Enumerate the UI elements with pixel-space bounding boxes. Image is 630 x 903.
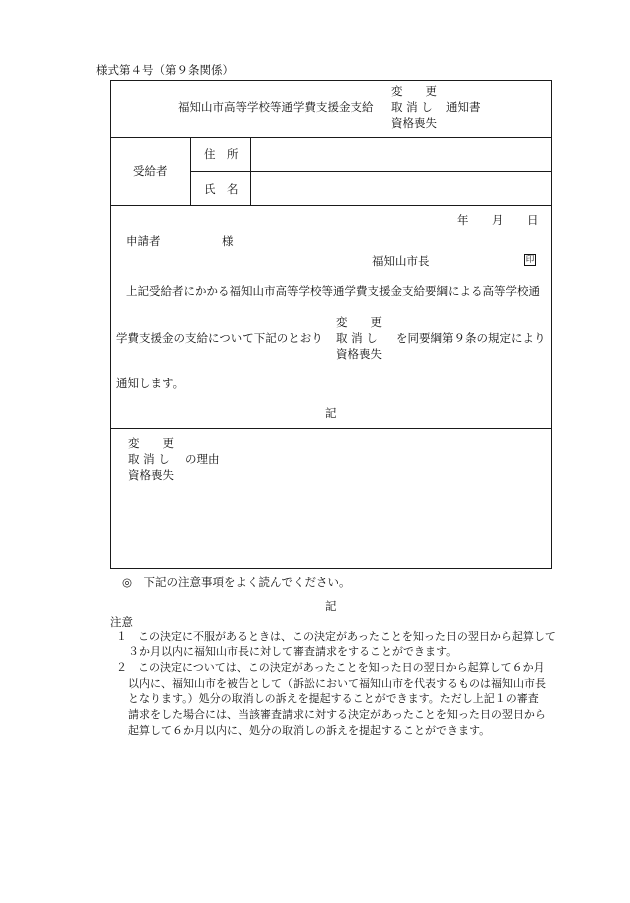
recipient-label-cell: [110, 137, 191, 206]
name-value-cell: [250, 171, 552, 206]
name-label: 氏 名: [204, 182, 239, 196]
notice-body-line-2-prefix: 学費支援金の支給について下記のとおり: [116, 331, 323, 345]
notice-option-cancel: 取 消 し: [336, 331, 378, 345]
note-item-line: 請求をした場合には、当該審査請求に対する決定があったことを知った日の翌日から: [128, 708, 546, 721]
reason-suffix: の理由: [185, 452, 220, 466]
notice-option-disqualify: 資格喪失: [336, 347, 382, 361]
address-value-cell: [250, 137, 552, 172]
reason-option-disqualify: 資格喪失: [128, 468, 174, 482]
title-cell: [110, 80, 552, 138]
date-day: 日: [527, 213, 539, 227]
note-item-number: ２: [116, 661, 127, 674]
reason-option-cancel: 取 消 し: [128, 452, 170, 466]
date-month: 月: [492, 213, 504, 227]
recipient-label: 受給者: [133, 164, 168, 178]
notice-body-line-1: 上記受給者にかかる福知山市高等学校等通学費支援金支給要綱による高等学校通: [126, 284, 540, 298]
notes-heading: 注意: [110, 615, 133, 629]
name-label-cell: [190, 171, 251, 206]
seal-mark: 印: [525, 255, 535, 265]
notice-ki-heading: 記: [325, 406, 337, 420]
reason-option-change: 変 更: [128, 436, 174, 450]
instructions-ki-heading: 記: [325, 599, 337, 613]
notice-body-cell: [110, 205, 552, 429]
reason-cell: [110, 428, 552, 569]
note-item-line: この決定に不服があるときは、この決定があったことを知った日の翌日から起算して: [138, 630, 556, 643]
note-item-line: 以内に、福知山市を被告として（訴訟において福知山市を代表するものは福知山市長: [128, 677, 546, 690]
address-label: 住 所: [204, 147, 239, 161]
note-item-number: １: [116, 630, 127, 643]
date-year: 年: [457, 213, 469, 227]
title-option-cancel: 取 消 し: [391, 100, 433, 114]
title-suffix: 通知書: [446, 100, 481, 114]
address-label-cell: [190, 137, 251, 172]
title-option-change: 変 更: [391, 84, 437, 98]
notice-body-line-2-suffix: を同要綱第９条の規定により: [396, 331, 546, 345]
note-item-line: となります。）処分の取消しの訴えを提起することができます。ただし上記１の審査: [128, 692, 539, 705]
note-item-line: ３か月以内に福知山市長に対して審査請求をすることができます。: [128, 645, 458, 658]
form-number: 様式第４号（第９条関係）: [96, 63, 234, 77]
notice-option-change: 変 更: [336, 315, 382, 329]
note-item-line: 起算して６か月以内に、処分の取消しの訴えを提起することができます。: [128, 724, 491, 737]
issuer-name: 福知山市長: [372, 254, 430, 268]
applicant-label: 申請者: [126, 234, 161, 248]
applicant-honorific: 様: [222, 234, 234, 248]
title-option-disqualify: 資格喪失: [391, 116, 437, 130]
title-prefix: 福知山市高等学校等通学費支援金支給: [178, 100, 374, 114]
notice-body-line-3: 通知します。: [116, 376, 185, 390]
read-notes-instruction: ◎ 下記の注意事項をよく読んでください。: [122, 575, 351, 589]
note-item-line: この決定については、この決定があったことを知った日の翌日から起算して６か月: [138, 661, 545, 674]
